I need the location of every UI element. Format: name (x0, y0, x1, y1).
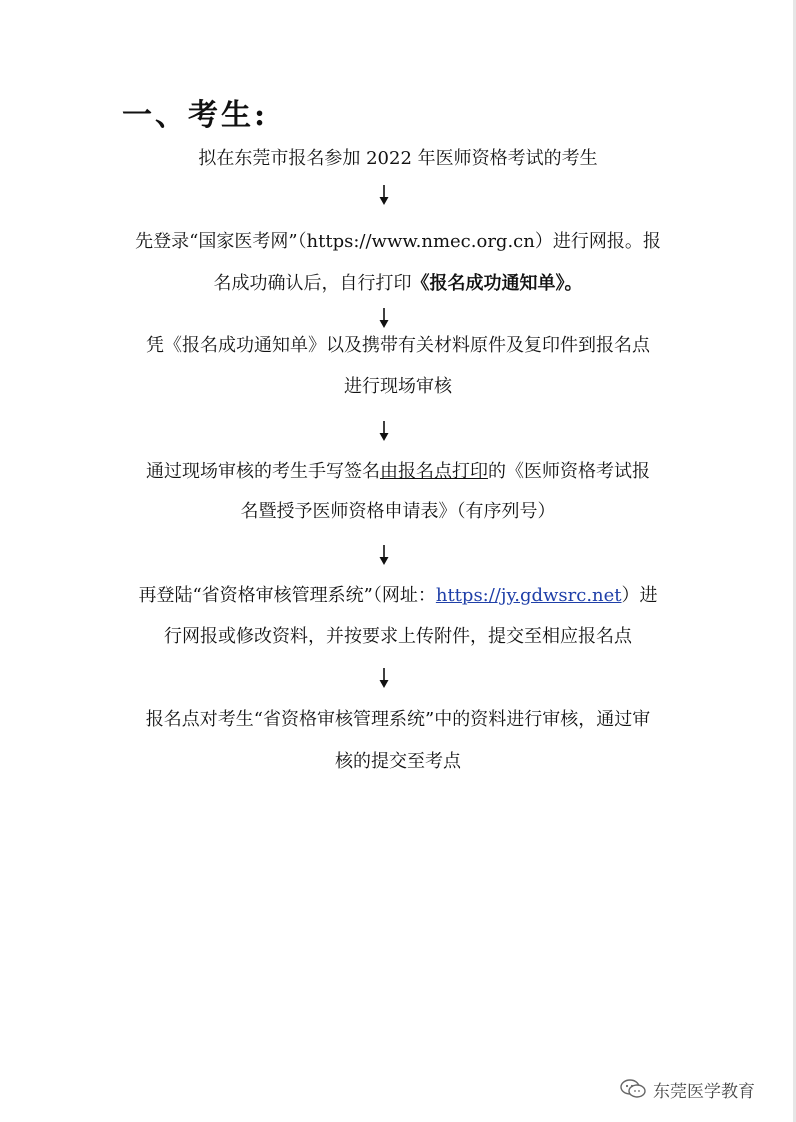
step-4-line-2: 名暨授予医师资格申请表》（有序列号） (240, 501, 556, 522)
down-arrow-icon (374, 183, 394, 207)
watermark (619, 1075, 755, 1103)
step-3-line-2: 进行现场审核 (344, 376, 452, 397)
down-arrow-icon (374, 306, 394, 330)
step-3-line-1: 凭《报名成功通知单》以及携带有关材料原件及复印件到报名点 (146, 335, 650, 356)
notice-title-bold: 《报名成功通知单》。 (411, 273, 583, 294)
step-4-line-1 (120, 460, 676, 484)
step-6-line-1: 报名点对考生“省资格审核管理系统”中的资料进行审核，通过审 (145, 709, 651, 730)
step-6-line-2: 核的提交至考点 (335, 751, 461, 772)
underlined-phrase: 由报名点打印 (380, 461, 488, 482)
step-2-line-1-text: 先登录“国家医考网”（https://www.nmec.org.cn）进行网报。报 (135, 231, 661, 252)
section-heading: 一、考生: (122, 98, 269, 133)
step-5-line-1-pre: 再登陆“省资格审核管理系统”（网址： (138, 585, 436, 606)
wechat-icon (619, 1078, 647, 1100)
down-arrow-icon (374, 419, 394, 443)
down-arrow-icon (374, 543, 394, 567)
step-5-line-1 (120, 584, 676, 608)
step-4-line-1-post: 的《医师资格考试报 (488, 461, 650, 482)
step-5-line-2: 行网报或修改资料，并按要求上传附件，提交至相应报名点 (164, 626, 632, 647)
step-1-line-1: 拟在东莞市报名参加 2022 年医师资格考试的考生 (198, 148, 598, 169)
step-2-line-2 (120, 272, 676, 296)
watermark-text: 东莞医学教育 (653, 1081, 755, 1102)
step-4-line-1-pre: 通过现场审核的考生手写签名 (146, 461, 380, 482)
down-arrow-icon (374, 666, 394, 690)
step-2-line-2-text: 名成功确认后，自行打印 (213, 273, 412, 294)
step-5-line-1-post: ）进 (621, 585, 658, 606)
step-2-line-1 (120, 230, 676, 254)
gdwsrc-link[interactable]: https://jy.gdwsrc.net (435, 585, 622, 606)
